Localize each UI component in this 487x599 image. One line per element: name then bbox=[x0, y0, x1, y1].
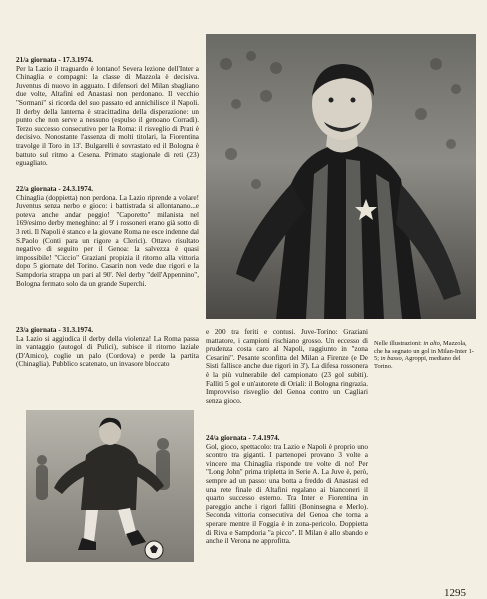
caption-top-label: in alto bbox=[423, 340, 440, 347]
round-22-section bbox=[16, 185, 199, 288]
photo-caption bbox=[374, 340, 474, 370]
round-24-section bbox=[206, 434, 368, 546]
round-23-heading: 23/a giornata - 31.3.1974. bbox=[16, 326, 94, 334]
round-24-heading: 24/a giornata - 7.4.1974. bbox=[206, 434, 280, 442]
page-number: 1295 bbox=[444, 587, 466, 599]
photo-mazzola bbox=[206, 34, 476, 319]
round-22-text: Chinaglia (doppietta) non perdona. La Lazio riprende a volare! Juventus senza nerbo e gioco: i battistrada si allontanano...e poteva anche andar peggio! "Caporetto" milanista nel 169/esimo derby meneghino: al 9' i rossoneri erano già sotto di 3 reti. Il Napoli è stanco e la giovane Roma ne esce indenne dal S.Paolo (Conti para un rigore a Clerici). Ottavo risultato negativo di seguito per il Genoa: la salvezza è quasi impossibile! "Ciccio" Graziani propizia il ritorno alla vittoria dopo 5 giornate del Torino. Casarin non vede due rigori e la Sampdoria strappa un pari al 90'. Nel derby "dell'Appennino", Bologna fermato solo da un grande Superchi. bbox=[16, 193, 199, 288]
round-21-heading: 21/a giornata - 17.3.1974. bbox=[16, 56, 94, 64]
round-24-text: Gol, gioco, spettacolo: tra Lazio e Napoli è proprio uno scontro tra giganti. I partenopei provano 3 volte a vincere ma Chinaglia risponde tre volte di no! Per "Long John" prima tripletta in Serie A. La Juve è, però, sempre ad un passo: una botta a freddo di Anastasi ed una rete finale di Altafini regalano ai bianconeri il quarto successo esterno. Tra Inter e Fiorentina in pareggio anche i rigori falliti (Boninsegna e Merlo). Seconda vittoria consecutiva del Genoa che torna a sperare mentre il Foggia è in zona-pericolo. Doppietta di Riva e Sampdoria "a picco". Il Milan è allo sbando e anche il Verona ne approfitta. bbox=[206, 442, 368, 546]
mazzola-photo-illustration bbox=[206, 34, 476, 319]
photo-agroppi bbox=[26, 410, 194, 562]
round-23-section bbox=[16, 326, 199, 369]
round-21-text: Per la Lazio il traguardo è lontano! Severa lezione dell'Inter a Chinaglia e compagni: la classe di Mazzola è decisiva. Juventus di nuovo in agguato. I difensori del Milan sbagliano due volte, Altafini ed Anastasi non perdonano. Il vecchio "Sormani" si ricorda del suo passato ed annichilisce il Napoli. Il derby della lanterna è stracittadina della disperazione: un punto che non serve a nessuno (espulso il genoano Corradi). Terzo successo consecutivo per la Roma: il risveglio di Prati è decisivo. Nonostante l'assenza di molti titolari, la Fiorentina travolge il Toro in 13'. Bulgarelli è sovrastato ed il Bologna è battuto sul ritmo a Cesena. Primato stagionale di reti (23) eguagliato. bbox=[16, 64, 199, 168]
round-23-continued-text: e 200 tra feriti e contusi. Juve-Torino: Graziani mattatore, i campioni rischiano grosso. Un eccesso di prudenza costa caro al Napoli, raggiunto in "zona Cesarini". Pesante sconfitta del Milan a Firenze (e De Sisti fallisce anche due rigori in 3'). La difesa rossonera è la più vulnerabile del campionato (23 gol subiti). Falliti 5 gol e un'autorete di Oriali: il Bologna ringrazia. Improvviso risveglio del Genoa contro un Cagliari senza gioco. bbox=[206, 328, 368, 405]
caption-intro: Nelle illustrazioni: bbox=[374, 340, 424, 347]
agroppi-photo-illustration bbox=[26, 410, 194, 562]
caption-top-desc: , Mazzola, che ha segnato un gol in Milan-Inter 1-5; bbox=[374, 340, 474, 363]
round-23-text: La Lazio si aggiudica il derby della violenza! La Roma passa in vantaggio (autogol di Pulici), subisce il ritorno laziale (D'Amico), coglie un palo (Cordova) e perde la partita (Chinaglia). Pubblico scatenato, un invasore bloccato bbox=[16, 334, 199, 369]
round-21-section bbox=[16, 56, 199, 168]
caption-bottom-desc: , Agroppi, mediano del Torino. bbox=[374, 355, 461, 370]
round-22-heading: 22/a giornata - 24.3.1974. bbox=[16, 185, 94, 193]
caption-bottom-label: in basso bbox=[380, 355, 402, 363]
round-23-continued bbox=[206, 328, 368, 405]
